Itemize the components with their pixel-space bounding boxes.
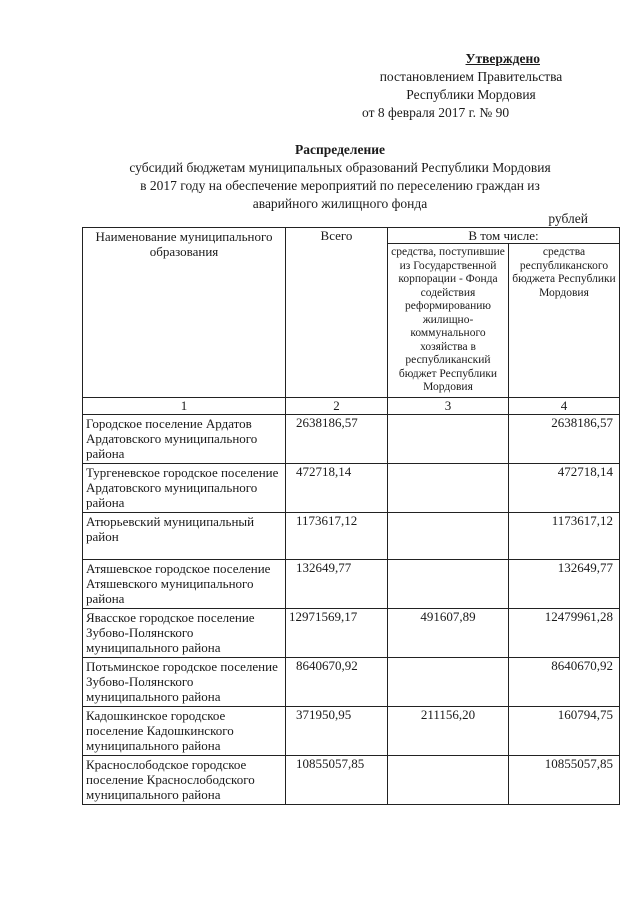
row-fund: 211156,20 bbox=[388, 706, 509, 755]
row-fund bbox=[388, 414, 509, 463]
header-including: В том числе: bbox=[388, 228, 620, 244]
header-fund: средства, поступившие из Государственной корпорации - Фонда содействия реформированию жилищно-коммунального хозяйства в республиканский бюджет Республики Мордовия bbox=[388, 244, 509, 398]
row-total: 8640670,92 bbox=[286, 657, 388, 706]
table-row bbox=[83, 755, 620, 804]
approval-date: от 8 февраля 2017 г. № 90 bbox=[362, 105, 510, 120]
row-republic: 1173617,12 bbox=[509, 512, 620, 559]
row-total: 1173617,12 bbox=[286, 512, 388, 559]
title-line-1: субсидий бюджетам муниципальных образований Республики Мордовия bbox=[129, 160, 551, 175]
table-row bbox=[83, 559, 620, 608]
row-name: Городское поселение Ардатов Ардатовского муниципального района bbox=[83, 414, 286, 463]
row-name: Кадошкинское городское поселение Кадошкинского муниципального района bbox=[83, 706, 286, 755]
table-row bbox=[83, 706, 620, 755]
header-name: Наименование муниципального образования bbox=[83, 228, 286, 398]
approval-line-2: Республики Мордовия bbox=[406, 87, 536, 102]
col-number: 4 bbox=[509, 397, 620, 414]
document-title bbox=[60, 141, 620, 213]
row-name: Явасское городское поселение Зубово-Полянского муниципального района bbox=[83, 608, 286, 657]
row-republic: 10855057,85 bbox=[509, 755, 620, 804]
row-total: 12971569,17 bbox=[286, 608, 388, 657]
row-republic: 160794,75 bbox=[509, 706, 620, 755]
row-fund bbox=[388, 463, 509, 512]
row-name: Тургеневское городское поселение Ардатовского муниципального района bbox=[83, 463, 286, 512]
row-total: 132649,77 bbox=[286, 559, 388, 608]
row-total: 2638186,57 bbox=[286, 414, 388, 463]
approval-heading: Утверждено bbox=[465, 51, 540, 66]
table-row bbox=[83, 657, 620, 706]
title-line-2: в 2017 году на обеспечение мероприятий по переселению граждан из bbox=[140, 178, 540, 193]
approval-stamp bbox=[356, 50, 586, 122]
row-name: Атяшевское городское поселение Атяшевского муниципального района bbox=[83, 559, 286, 608]
table-row bbox=[83, 463, 620, 512]
row-name: Краснослободское городское поселение Краснослободского муниципального района bbox=[83, 755, 286, 804]
header-total: Всего bbox=[286, 228, 388, 398]
approval-line-1: постановлением Правительства bbox=[379, 69, 563, 84]
row-total: 371950,95 bbox=[286, 706, 388, 755]
row-fund bbox=[388, 755, 509, 804]
title-main: Распределение bbox=[294, 142, 386, 157]
col-number: 1 bbox=[83, 397, 286, 414]
row-total: 472718,14 bbox=[286, 463, 388, 512]
row-republic: 2638186,57 bbox=[509, 414, 620, 463]
row-name: Потьминское городское поселение Зубово-Полянского муниципального района bbox=[83, 657, 286, 706]
col-number: 2 bbox=[286, 397, 388, 414]
row-fund bbox=[388, 657, 509, 706]
row-name: Атюрьевский муниципальный район bbox=[83, 512, 286, 559]
row-fund: 491607,89 bbox=[388, 608, 509, 657]
table-row bbox=[83, 608, 620, 657]
row-fund bbox=[388, 559, 509, 608]
col-number: 3 bbox=[388, 397, 509, 414]
table-row bbox=[83, 414, 620, 463]
row-republic: 132649,77 bbox=[509, 559, 620, 608]
distribution-table bbox=[82, 227, 620, 805]
header-republic: средства республиканского бюджета Республики Мордовия bbox=[509, 244, 620, 398]
row-fund bbox=[388, 512, 509, 559]
row-total: 10855057,85 bbox=[286, 755, 388, 804]
row-republic: 8640670,92 bbox=[509, 657, 620, 706]
units-label: рублей bbox=[548, 211, 588, 226]
row-republic: 472718,14 bbox=[509, 463, 620, 512]
table-row bbox=[83, 512, 620, 559]
title-line-3: аварийного жилищного фонда bbox=[252, 196, 428, 211]
row-republic: 12479961,28 bbox=[509, 608, 620, 657]
